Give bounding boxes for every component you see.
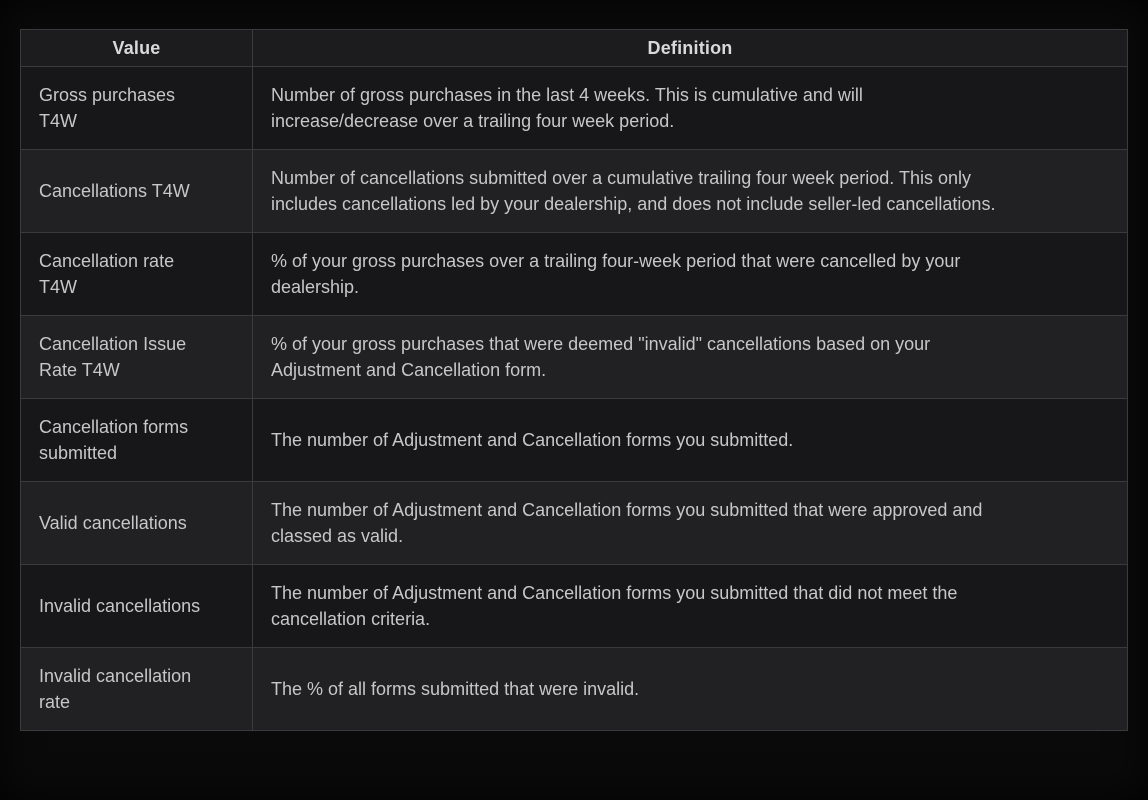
table-header: [21, 30, 1128, 67]
table-row: [21, 482, 1128, 565]
definition-cell: [253, 648, 1128, 731]
table-row: [21, 316, 1128, 399]
value-cell: [21, 482, 253, 565]
value-text: Cancellation rate T4W: [39, 251, 175, 297]
definition-text: The number of Adjustment and Cancellation forms you submitted that did not meet the cancellation criteria.: [271, 583, 958, 629]
value-cell: [21, 150, 253, 233]
table-row: [21, 648, 1128, 731]
table-body: [21, 67, 1128, 731]
definition-text: % of your gross purchases over a trailing four-week period that were cancelled by your dealership.: [271, 251, 961, 297]
table-row: [21, 233, 1128, 316]
value-cell: [21, 648, 253, 731]
value-text: Invalid cancellations: [39, 596, 201, 616]
definition-text: The number of Adjustment and Cancellation forms you submitted.: [271, 430, 794, 450]
value-text: Cancellation Issue Rate T4W: [39, 334, 187, 380]
definition-text: The number of Adjustment and Cancellation forms you submitted that were approved and classed as valid.: [271, 500, 983, 546]
value-text: Gross purchases T4W: [39, 85, 176, 131]
table-row: [21, 150, 1128, 233]
definition-cell: [253, 399, 1128, 482]
definition-text: Number of gross purchases in the last 4 weeks. This is cumulative and will increase/decrease over a trailing four week period.: [271, 85, 863, 131]
table-row: [21, 67, 1128, 150]
definition-cell: [253, 67, 1128, 150]
definition-cell: [253, 316, 1128, 399]
definition-text: The % of all forms submitted that were invalid.: [271, 679, 640, 699]
column-header-value: Value: [21, 30, 253, 67]
definition-cell: [253, 565, 1128, 648]
value-text: Valid cancellations: [39, 513, 187, 533]
definition-cell: [253, 482, 1128, 565]
table-row: [21, 565, 1128, 648]
definition-cell: [253, 150, 1128, 233]
definition-cell: [253, 233, 1128, 316]
column-header-definition: Definition: [253, 30, 1128, 67]
value-cell: [21, 67, 253, 150]
value-text: Invalid cancellation rate: [39, 666, 192, 712]
table-row: [21, 399, 1128, 482]
value-text: Cancellations T4W: [39, 181, 190, 201]
definition-text: % of your gross purchases that were deemed "invalid" cancellations based on your Adjustment and Cancellation form.: [271, 334, 931, 380]
value-cell: [21, 233, 253, 316]
definition-text: Number of cancellations submitted over a cumulative trailing four week period. This only includes cancellations led by your dealership, and does not include seller-led cancellations.: [271, 168, 996, 214]
value-cell: [21, 399, 253, 482]
definitions-table: [20, 29, 1128, 731]
value-cell: [21, 316, 253, 399]
value-text: Cancellation forms submitted: [39, 417, 189, 463]
table-header-row: [21, 30, 1128, 67]
value-cell: [21, 565, 253, 648]
